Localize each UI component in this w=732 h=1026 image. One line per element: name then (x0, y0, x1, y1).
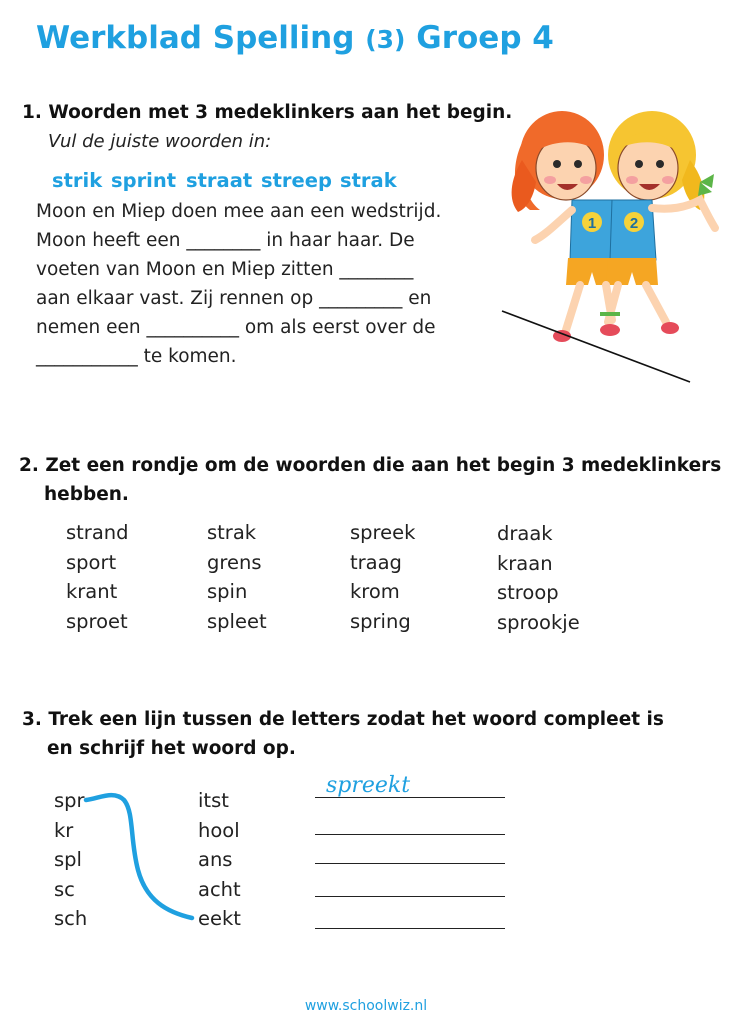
q2-word[interactable]: kraan (497, 551, 553, 575)
page-title: Werkblad Spelling (3) Groep 4 (36, 20, 554, 56)
q1-word-streep: streep (261, 169, 332, 192)
q2-word[interactable]: sprookje (497, 610, 580, 634)
q2-column-4 (497, 519, 580, 637)
q3-right-fragment[interactable]: eekt (198, 907, 241, 930)
q2-column-2 (207, 518, 267, 636)
q2-heading-line2: hebben. (44, 484, 129, 505)
q1-word-straat: straat (186, 169, 253, 192)
answer-line-2[interactable] (315, 834, 505, 835)
q1-story (36, 197, 441, 371)
q1-word-strak: strak (340, 169, 397, 192)
q3-left-fragment[interactable]: kr (54, 818, 74, 842)
q3-right-fragment[interactable]: hool (198, 818, 240, 842)
footer-website[interactable]: www.schoolwiz.nl (304, 998, 428, 1014)
q2-word[interactable]: spreek (350, 521, 416, 544)
q2-word[interactable]: strand (66, 521, 129, 544)
q1-story-line: voeten van Moon en Miep zitten ________ (36, 259, 414, 280)
q1-instruction: Vul de juiste woorden in: (48, 131, 272, 152)
q2-word[interactable]: traag (350, 550, 402, 574)
svg-text:2: 2 (629, 215, 639, 232)
q2-word[interactable]: krant (66, 580, 118, 603)
q1-word-strik: strik (52, 169, 103, 192)
q1-story-line: ___________ te komen. (36, 346, 237, 367)
q1-heading: 1. Woorden met 3 medeklinkers aan het begin. (22, 102, 513, 123)
answer-line-4[interactable] (315, 896, 505, 897)
q2-word[interactable]: spin (207, 580, 248, 603)
q3-right-fragment[interactable]: itst (198, 789, 229, 812)
q3-left-fragment[interactable]: spr (54, 789, 85, 812)
q1-word-sprint: sprint (111, 169, 177, 192)
q1-story-line: aan elkaar vast. Zij rennen op _________ en (36, 288, 432, 309)
q2-word[interactable]: stroop (497, 581, 559, 604)
example-answer: spreekt (326, 773, 411, 798)
q3-right-fragment[interactable]: ans (198, 848, 233, 871)
q3-heading-line1: 3. Trek een lijn tussen de letters zodat het woord compleet is (22, 709, 664, 730)
q2-word[interactable]: spring (350, 609, 411, 633)
q1-story-line: Moon en Miep doen mee aan een wedstrijd. (36, 201, 442, 222)
q3-left-fragment[interactable]: sc (54, 877, 75, 901)
q3-right-fragment[interactable]: acht (198, 877, 241, 901)
q3-right-fragments (198, 786, 241, 934)
q2-word[interactable]: draak (497, 522, 553, 545)
q2-column-3 (350, 518, 415, 636)
two-girls-illustration (500, 100, 725, 390)
q2-word[interactable]: sport (66, 550, 117, 574)
q2-word[interactable]: spleet (207, 609, 267, 633)
q2-column-1 (66, 518, 129, 636)
q3-left-fragment[interactable]: sch (54, 907, 88, 930)
q2-word[interactable]: grens (207, 550, 262, 574)
q2-word[interactable]: krom (350, 580, 400, 603)
svg-text:1: 1 (587, 215, 597, 232)
answer-line-5[interactable] (315, 928, 505, 929)
q2-word[interactable]: sproet (66, 609, 128, 633)
q2-word[interactable]: strak (207, 521, 257, 544)
example-connect-line (80, 790, 200, 930)
q3-left-fragment[interactable]: spl (54, 848, 82, 871)
q1-story-line: Moon heeft een ________ in haar haar. De (36, 230, 415, 251)
q2-heading-line1: 2. Zet een rondje om de woorden die aan het begin 3 medeklinkers (19, 455, 722, 476)
answer-line-3[interactable] (315, 863, 505, 864)
q3-heading-line2: en schrijf het woord op. (47, 738, 296, 759)
q1-story-line: nemen een __________ om als eerst over de (36, 317, 436, 338)
